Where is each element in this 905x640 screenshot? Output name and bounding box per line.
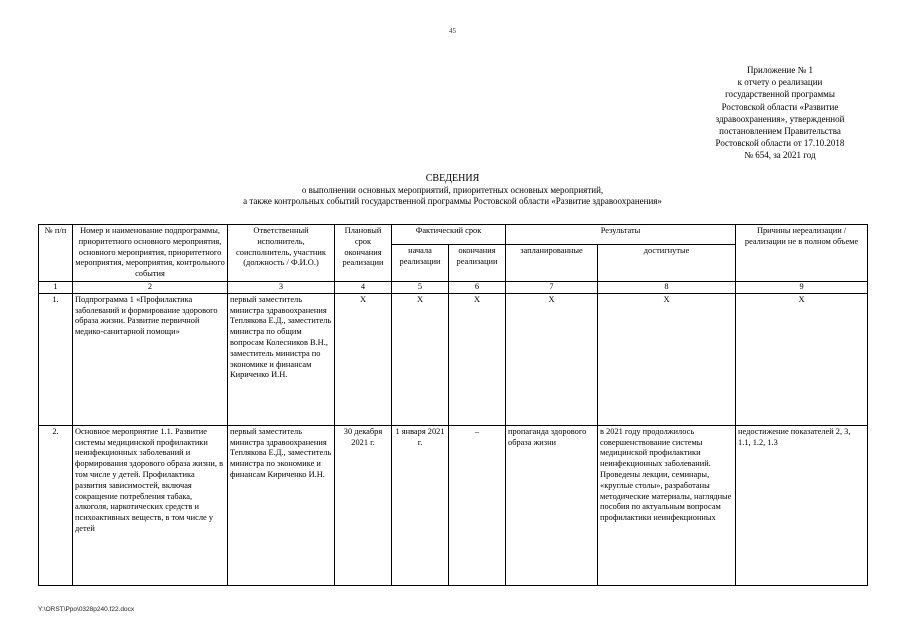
row-results-planned: X <box>506 293 598 425</box>
file-path-footer: Y:\ORST\Ppo\0328p240.f22.docx <box>38 606 135 613</box>
appendix-line: постановлением Правительства <box>719 126 841 137</box>
row-num: 1. <box>39 293 73 425</box>
document-subtitle-line-1: о выполнении основных мероприятий, приоритетных основных мероприятий, <box>301 184 604 195</box>
column-number: 8 <box>598 281 736 293</box>
appendix-line: к отчету о реализации <box>737 77 823 88</box>
header-planned-date: Плановый срок окончания реализации <box>335 225 392 282</box>
header-actual-group: Фактический срок <box>392 225 506 245</box>
header-responsible: Ответственный исполнитель, соисполнитель, участник (должность / Ф.И.О.) <box>228 225 335 282</box>
row-planned-date: 30 декабря 2021 г. <box>335 425 392 585</box>
header-row-1 <box>39 225 868 245</box>
document-title: СВЕДЕНИЯ <box>425 173 480 184</box>
row-name: Основное мероприятие 1.1. Развитие системы медицинской профилактики неинфекционных заболеваний и формирования здорового образа жизни, в том числе у детей. Профилактика развития зависимостей, включая сокращение потребления табака, алкоголя, наркотических средств и психоактивных веществ, в том числе у детей <box>73 425 228 585</box>
row-num: 2. <box>39 425 73 585</box>
appendix-line: здравоохранения», утвержденной <box>715 113 845 124</box>
header-results-group: Результаты <box>506 225 736 245</box>
row-reasons: X <box>736 293 868 425</box>
appendix-line: Ростовской области от 17.10.2018 <box>715 138 845 149</box>
row-reasons: недостижение показателей 2, 3, 1.1, 1.2, 1.3 <box>736 425 868 585</box>
appendix-line: государственной программы <box>725 89 835 100</box>
column-number: 1 <box>39 281 73 293</box>
header-actual-start: начала реализации <box>392 245 449 282</box>
row-actual-start: 1 января 2021 г. <box>392 425 449 585</box>
row-actual-end: – <box>449 425 506 585</box>
row-actual-start: X <box>392 293 449 425</box>
column-number: 2 <box>73 281 228 293</box>
header-results-planned: запланированные <box>506 245 598 282</box>
header-actual-end: окончания реализации <box>449 245 506 282</box>
column-number: 5 <box>392 281 449 293</box>
appendix-block <box>690 64 870 162</box>
appendix-line: № 654, за 2021 год <box>744 150 816 161</box>
row-actual-end: X <box>449 293 506 425</box>
row-results-achieved: в 2021 году продолжилось совершенствование системы медицинской профилактики неинфекционных заболеваний. Проведены лекции, семинары, «круглые столы», разработаны методические материалы, наглядные пособия по актуальным вопросам профилактики неинфекционных <box>598 425 736 585</box>
document-subtitle-line-2: а также контрольных событий государственной программы Ростовской области «Развитие здравоохранения» <box>243 196 662 206</box>
row-responsible: первый заместитель министра здравоохранения Теплякова Е.Д., заместитель министра по экономике и финансам Кириченко И.Н. <box>228 425 335 585</box>
header-reasons: Причины нереализации / реализации не в полном объеме <box>736 225 868 282</box>
header-num: № п/п <box>39 225 73 282</box>
row-results-planned: пропаганда здорового образа жизни <box>506 425 598 585</box>
row-responsible: первый заместитель министра здравоохранения Теплякова Е.Д., заместитель министра по общим вопросам Колесников В.Н., заместитель министра по экономике и финансам Кириченко И.Н. <box>228 293 335 425</box>
column-number: 7 <box>506 281 598 293</box>
column-number: 3 <box>228 281 335 293</box>
document-heading <box>0 173 905 208</box>
row-planned-date: X <box>335 293 392 425</box>
header-results-achieved: достигнутые <box>598 245 736 282</box>
row-results-achieved: X <box>598 293 736 425</box>
header-name: Номер и наименование подпрограммы, приоритетного основного мероприятия, основного мероприятия, приоритетного мероприятия, мероприятия, контрольного события <box>73 225 228 282</box>
row-name: Подпрограмма 1 «Профилактика заболеваний и формирование здорового образа жизни. Развитие первичной медико-санитарной помощи» <box>73 293 228 425</box>
appendix-line: Приложение № 1 <box>747 65 813 75</box>
table-row <box>39 425 868 585</box>
column-number-row <box>39 281 868 293</box>
page-number: 45 <box>449 27 456 35</box>
table-row <box>39 293 868 425</box>
column-number: 9 <box>736 281 868 293</box>
report-table <box>38 224 868 586</box>
column-number: 6 <box>449 281 506 293</box>
column-number: 4 <box>335 281 392 293</box>
appendix-line: Ростовской области «Развитие <box>721 101 839 112</box>
